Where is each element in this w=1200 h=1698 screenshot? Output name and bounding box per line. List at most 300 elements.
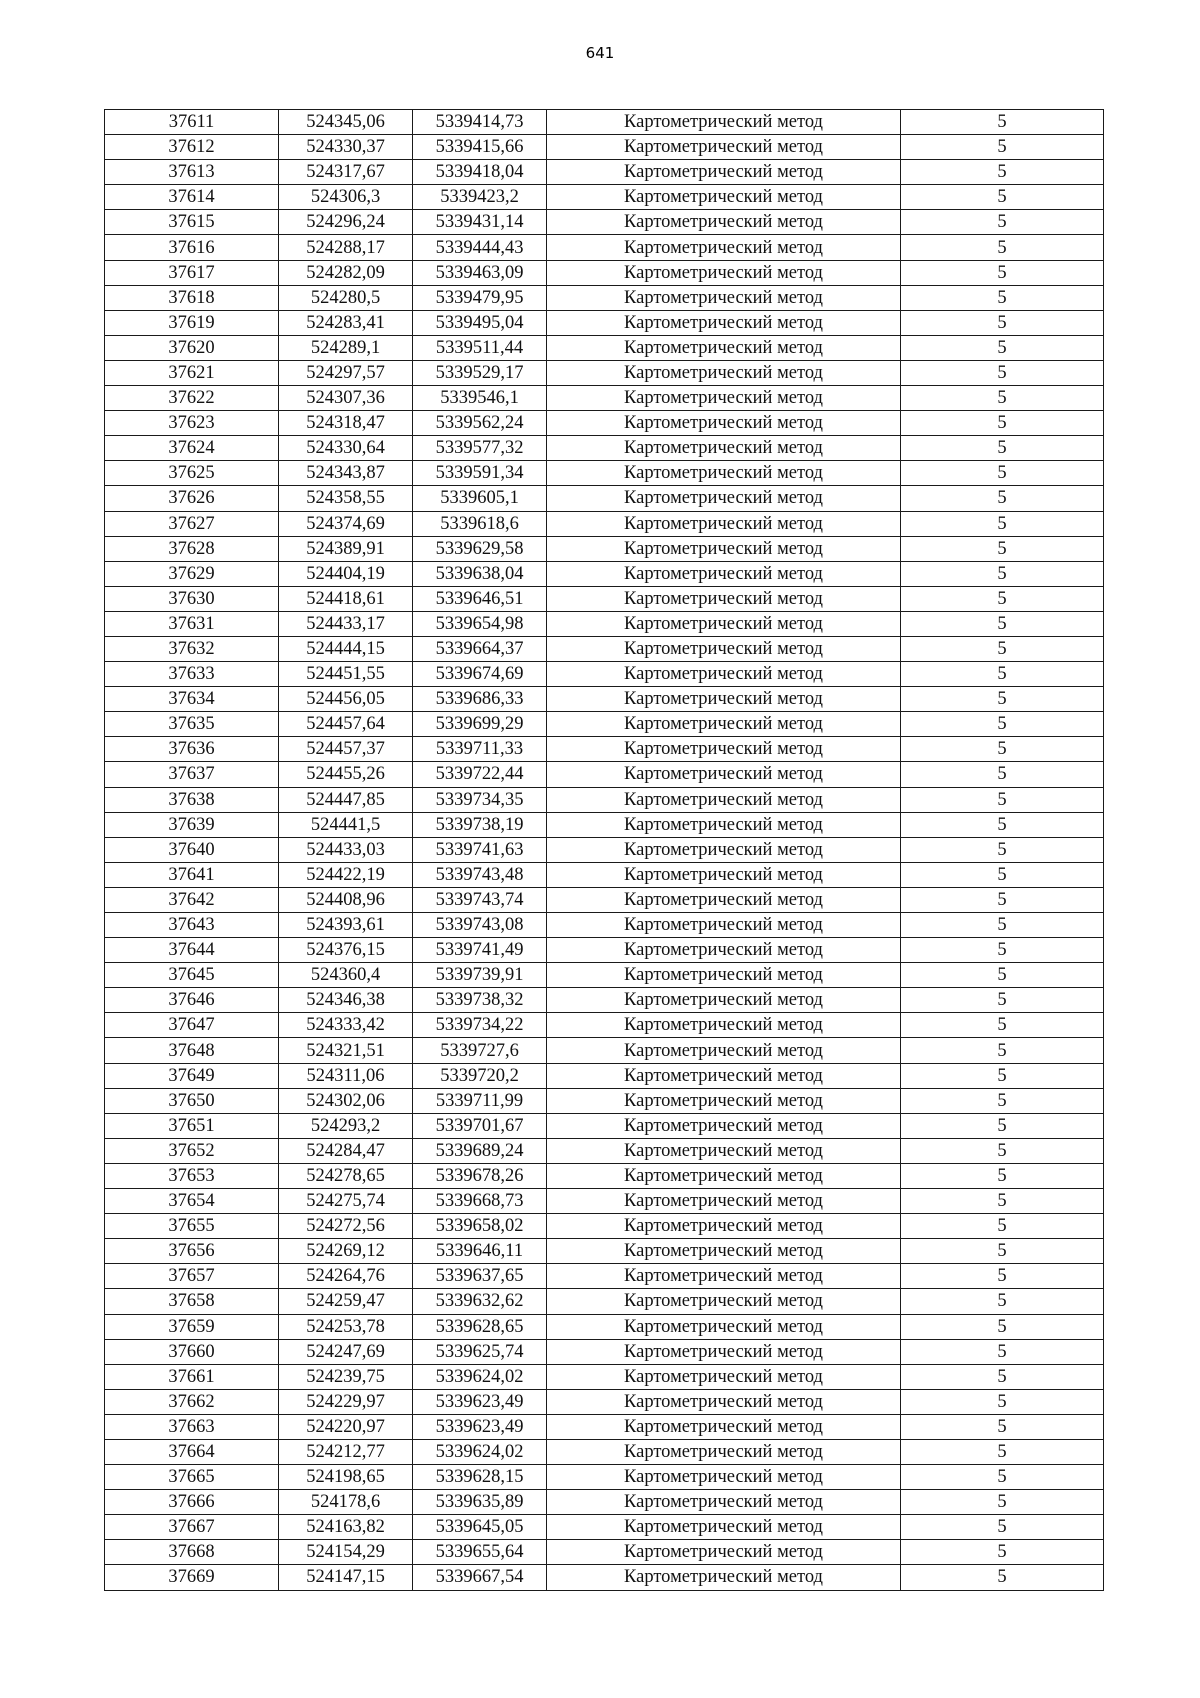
method-cell: Картометрический метод: [547, 1439, 901, 1464]
method-cell: Картометрический метод: [547, 963, 901, 988]
point-number-cell: 37634: [105, 687, 279, 712]
y-coordinate-cell: 5339668,73: [413, 1189, 547, 1214]
accuracy-cell: 5: [901, 1364, 1104, 1389]
accuracy-cell: 5: [901, 1239, 1104, 1264]
point-number-cell: 37627: [105, 511, 279, 536]
x-coordinate-cell: 524321,51: [279, 1038, 413, 1063]
x-coordinate-cell: 524418,61: [279, 586, 413, 611]
method-cell: Картометрический метод: [547, 1138, 901, 1163]
table-row: [105, 737, 1104, 762]
accuracy-cell: 5: [901, 511, 1104, 536]
x-coordinate-cell: 524393,61: [279, 913, 413, 938]
x-coordinate-cell: 524272,56: [279, 1214, 413, 1239]
y-coordinate-cell: 5339463,09: [413, 260, 547, 285]
method-cell: Картометрический метод: [547, 712, 901, 737]
point-number-cell: 37624: [105, 436, 279, 461]
y-coordinate-cell: 5339741,63: [413, 837, 547, 862]
method-cell: Картометрический метод: [547, 1540, 901, 1565]
method-cell: Картометрический метод: [547, 486, 901, 511]
y-coordinate-cell: 5339495,04: [413, 310, 547, 335]
accuracy-cell: 5: [901, 1414, 1104, 1439]
method-cell: Картометрический метод: [547, 135, 901, 160]
y-coordinate-cell: 5339546,1: [413, 386, 547, 411]
x-coordinate-cell: 524212,77: [279, 1439, 413, 1464]
x-coordinate-cell: 524306,3: [279, 185, 413, 210]
point-number-cell: 37625: [105, 461, 279, 486]
point-number-cell: 37658: [105, 1289, 279, 1314]
y-coordinate-cell: 5339632,62: [413, 1289, 547, 1314]
point-number-cell: 37652: [105, 1138, 279, 1163]
y-coordinate-cell: 5339674,69: [413, 662, 547, 687]
x-coordinate-cell: 524444,15: [279, 636, 413, 661]
table-row: [105, 461, 1104, 486]
accuracy-cell: 5: [901, 1289, 1104, 1314]
y-coordinate-cell: 5339645,05: [413, 1515, 547, 1540]
point-number-cell: 37660: [105, 1339, 279, 1364]
accuracy-cell: 5: [901, 1490, 1104, 1515]
accuracy-cell: 5: [901, 862, 1104, 887]
table-row: [105, 411, 1104, 436]
x-coordinate-cell: 524163,82: [279, 1515, 413, 1540]
table-row: [105, 611, 1104, 636]
table-row: [105, 1214, 1104, 1239]
method-cell: Картометрический метод: [547, 260, 901, 285]
accuracy-cell: 5: [901, 1013, 1104, 1038]
method-cell: Картометрический метод: [547, 662, 901, 687]
table-row: [105, 1138, 1104, 1163]
y-coordinate-cell: 5339701,67: [413, 1113, 547, 1138]
x-coordinate-cell: 524422,19: [279, 862, 413, 887]
y-coordinate-cell: 5339739,91: [413, 963, 547, 988]
y-coordinate-cell: 5339727,6: [413, 1038, 547, 1063]
method-cell: Картометрический метод: [547, 1239, 901, 1264]
y-coordinate-cell: 5339529,17: [413, 360, 547, 385]
y-coordinate-cell: 5339415,66: [413, 135, 547, 160]
method-cell: Картометрический метод: [547, 887, 901, 912]
method-cell: Картометрический метод: [547, 812, 901, 837]
table-row: [105, 1439, 1104, 1464]
method-cell: Картометрический метод: [547, 160, 901, 185]
method-cell: Картометрический метод: [547, 285, 901, 310]
table-row: [105, 1264, 1104, 1289]
point-number-cell: 37621: [105, 360, 279, 385]
coordinates-table-body: [105, 110, 1104, 1591]
y-coordinate-cell: 5339738,19: [413, 812, 547, 837]
y-coordinate-cell: 5339511,44: [413, 335, 547, 360]
accuracy-cell: 5: [901, 913, 1104, 938]
method-cell: Картометрический метод: [547, 636, 901, 661]
accuracy-cell: 5: [901, 1314, 1104, 1339]
y-coordinate-cell: 5339699,29: [413, 712, 547, 737]
accuracy-cell: 5: [901, 938, 1104, 963]
accuracy-cell: 5: [901, 185, 1104, 210]
x-coordinate-cell: 524441,5: [279, 812, 413, 837]
accuracy-cell: 5: [901, 260, 1104, 285]
y-coordinate-cell: 5339734,22: [413, 1013, 547, 1038]
x-coordinate-cell: 524247,69: [279, 1339, 413, 1364]
y-coordinate-cell: 5339655,64: [413, 1540, 547, 1565]
point-number-cell: 37648: [105, 1038, 279, 1063]
y-coordinate-cell: 5339738,32: [413, 988, 547, 1013]
table-row: [105, 1339, 1104, 1364]
accuracy-cell: 5: [901, 160, 1104, 185]
y-coordinate-cell: 5339624,02: [413, 1364, 547, 1389]
accuracy-cell: 5: [901, 611, 1104, 636]
accuracy-cell: 5: [901, 461, 1104, 486]
method-cell: Картометрический метод: [547, 335, 901, 360]
method-cell: Картометрический метод: [547, 1364, 901, 1389]
accuracy-cell: 5: [901, 1163, 1104, 1188]
method-cell: Картометрический метод: [547, 762, 901, 787]
point-number-cell: 37646: [105, 988, 279, 1013]
table-row: [105, 1465, 1104, 1490]
point-number-cell: 37656: [105, 1239, 279, 1264]
point-number-cell: 37612: [105, 135, 279, 160]
x-coordinate-cell: 524288,17: [279, 235, 413, 260]
table-row: [105, 436, 1104, 461]
y-coordinate-cell: 5339605,1: [413, 486, 547, 511]
y-coordinate-cell: 5339414,73: [413, 110, 547, 135]
method-cell: Картометрический метод: [547, 1515, 901, 1540]
y-coordinate-cell: 5339577,32: [413, 436, 547, 461]
table-row: [105, 360, 1104, 385]
x-coordinate-cell: 524318,47: [279, 411, 413, 436]
x-coordinate-cell: 524456,05: [279, 687, 413, 712]
accuracy-cell: 5: [901, 210, 1104, 235]
accuracy-cell: 5: [901, 536, 1104, 561]
x-coordinate-cell: 524280,5: [279, 285, 413, 310]
point-number-cell: 37617: [105, 260, 279, 285]
accuracy-cell: 5: [901, 285, 1104, 310]
point-number-cell: 37651: [105, 1113, 279, 1138]
table-row: [105, 862, 1104, 887]
x-coordinate-cell: 524457,37: [279, 737, 413, 762]
y-coordinate-cell: 5339562,24: [413, 411, 547, 436]
x-coordinate-cell: 524154,29: [279, 1540, 413, 1565]
method-cell: Картометрический метод: [547, 1414, 901, 1439]
table-row: [105, 210, 1104, 235]
y-coordinate-cell: 5339743,48: [413, 862, 547, 887]
table-row: [105, 1088, 1104, 1113]
table-row: [105, 1239, 1104, 1264]
x-coordinate-cell: 524178,6: [279, 1490, 413, 1515]
x-coordinate-cell: 524433,03: [279, 837, 413, 862]
accuracy-cell: 5: [901, 837, 1104, 862]
point-number-cell: 37657: [105, 1264, 279, 1289]
y-coordinate-cell: 5339743,74: [413, 887, 547, 912]
table-row: [105, 1414, 1104, 1439]
y-coordinate-cell: 5339646,11: [413, 1239, 547, 1264]
table-row: [105, 1540, 1104, 1565]
accuracy-cell: 5: [901, 1565, 1104, 1590]
y-coordinate-cell: 5339637,65: [413, 1264, 547, 1289]
method-cell: Картометрический метод: [547, 913, 901, 938]
accuracy-cell: 5: [901, 1540, 1104, 1565]
point-number-cell: 37611: [105, 110, 279, 135]
y-coordinate-cell: 5339618,6: [413, 511, 547, 536]
point-number-cell: 37662: [105, 1389, 279, 1414]
y-coordinate-cell: 5339635,89: [413, 1490, 547, 1515]
method-cell: Картометрический метод: [547, 536, 901, 561]
point-number-cell: 37631: [105, 611, 279, 636]
method-cell: Картометрический метод: [547, 1339, 901, 1364]
table-row: [105, 812, 1104, 837]
y-coordinate-cell: 5339623,49: [413, 1414, 547, 1439]
table-row: [105, 1163, 1104, 1188]
method-cell: Картометрический метод: [547, 1314, 901, 1339]
point-number-cell: 37645: [105, 963, 279, 988]
method-cell: Картометрический метод: [547, 1490, 901, 1515]
point-number-cell: 37616: [105, 235, 279, 260]
y-coordinate-cell: 5339625,74: [413, 1339, 547, 1364]
accuracy-cell: 5: [901, 335, 1104, 360]
point-number-cell: 37629: [105, 561, 279, 586]
x-coordinate-cell: 524302,06: [279, 1088, 413, 1113]
point-number-cell: 37642: [105, 887, 279, 912]
accuracy-cell: 5: [901, 1465, 1104, 1490]
table-row: [105, 837, 1104, 862]
accuracy-cell: 5: [901, 1088, 1104, 1113]
point-number-cell: 37649: [105, 1063, 279, 1088]
table-row: [105, 1063, 1104, 1088]
point-number-cell: 37628: [105, 536, 279, 561]
x-coordinate-cell: 524330,37: [279, 135, 413, 160]
y-coordinate-cell: 5339591,34: [413, 461, 547, 486]
x-coordinate-cell: 524455,26: [279, 762, 413, 787]
x-coordinate-cell: 524374,69: [279, 511, 413, 536]
point-number-cell: 37635: [105, 712, 279, 737]
y-coordinate-cell: 5339678,26: [413, 1163, 547, 1188]
method-cell: Картометрический метод: [547, 938, 901, 963]
method-cell: Картометрический метод: [547, 611, 901, 636]
x-coordinate-cell: 524278,65: [279, 1163, 413, 1188]
x-coordinate-cell: 524317,67: [279, 160, 413, 185]
table-row: [105, 712, 1104, 737]
point-number-cell: 37665: [105, 1465, 279, 1490]
table-row: [105, 1389, 1104, 1414]
table-row: [105, 1113, 1104, 1138]
x-coordinate-cell: 524289,1: [279, 335, 413, 360]
y-coordinate-cell: 5339431,14: [413, 210, 547, 235]
y-coordinate-cell: 5339734,35: [413, 787, 547, 812]
x-coordinate-cell: 524346,38: [279, 988, 413, 1013]
point-number-cell: 37639: [105, 812, 279, 837]
table-row: [105, 536, 1104, 561]
x-coordinate-cell: 524343,87: [279, 461, 413, 486]
method-cell: Картометрический метод: [547, 1389, 901, 1414]
point-number-cell: 37623: [105, 411, 279, 436]
method-cell: Картометрический метод: [547, 1063, 901, 1088]
table-row: [105, 662, 1104, 687]
y-coordinate-cell: 5339646,51: [413, 586, 547, 611]
x-coordinate-cell: 524360,4: [279, 963, 413, 988]
y-coordinate-cell: 5339629,58: [413, 536, 547, 561]
x-coordinate-cell: 524311,06: [279, 1063, 413, 1088]
x-coordinate-cell: 524408,96: [279, 887, 413, 912]
accuracy-cell: 5: [901, 1189, 1104, 1214]
point-number-cell: 37641: [105, 862, 279, 887]
method-cell: Картометрический метод: [547, 1214, 901, 1239]
method-cell: Картометрический метод: [547, 210, 901, 235]
x-coordinate-cell: 524376,15: [279, 938, 413, 963]
y-coordinate-cell: 5339689,24: [413, 1138, 547, 1163]
method-cell: Картометрический метод: [547, 360, 901, 385]
y-coordinate-cell: 5339664,37: [413, 636, 547, 661]
table-row: [105, 1289, 1104, 1314]
accuracy-cell: 5: [901, 963, 1104, 988]
point-number-cell: 37632: [105, 636, 279, 661]
x-coordinate-cell: 524198,65: [279, 1465, 413, 1490]
point-number-cell: 37644: [105, 938, 279, 963]
accuracy-cell: 5: [901, 1113, 1104, 1138]
accuracy-cell: 5: [901, 1515, 1104, 1540]
table-row: [105, 335, 1104, 360]
accuracy-cell: 5: [901, 1063, 1104, 1088]
x-coordinate-cell: 524447,85: [279, 787, 413, 812]
method-cell: Картометрический метод: [547, 1565, 901, 1590]
accuracy-cell: 5: [901, 310, 1104, 335]
table-row: [105, 988, 1104, 1013]
y-coordinate-cell: 5339743,08: [413, 913, 547, 938]
table-row: [105, 1364, 1104, 1389]
table-row: [105, 511, 1104, 536]
accuracy-cell: 5: [901, 486, 1104, 511]
x-coordinate-cell: 524269,12: [279, 1239, 413, 1264]
accuracy-cell: 5: [901, 586, 1104, 611]
method-cell: Картометрический метод: [547, 511, 901, 536]
x-coordinate-cell: 524253,78: [279, 1314, 413, 1339]
y-coordinate-cell: 5339711,99: [413, 1088, 547, 1113]
table-row: [105, 1189, 1104, 1214]
x-coordinate-cell: 524293,2: [279, 1113, 413, 1138]
table-row: [105, 1038, 1104, 1063]
point-number-cell: 37647: [105, 1013, 279, 1038]
method-cell: Картометрический метод: [547, 1163, 901, 1188]
point-number-cell: 37650: [105, 1088, 279, 1113]
table-row: [105, 938, 1104, 963]
table-row: [105, 310, 1104, 335]
y-coordinate-cell: 5339667,54: [413, 1565, 547, 1590]
table-row: [105, 687, 1104, 712]
table-row: [105, 913, 1104, 938]
table-row: [105, 787, 1104, 812]
accuracy-cell: 5: [901, 1389, 1104, 1414]
method-cell: Картометрический метод: [547, 1113, 901, 1138]
method-cell: Картометрический метод: [547, 461, 901, 486]
table-row: [105, 762, 1104, 787]
point-number-cell: 37636: [105, 737, 279, 762]
method-cell: Картометрический метод: [547, 185, 901, 210]
x-coordinate-cell: 524333,42: [279, 1013, 413, 1038]
table-row: [105, 160, 1104, 185]
accuracy-cell: 5: [901, 887, 1104, 912]
accuracy-cell: 5: [901, 687, 1104, 712]
accuracy-cell: 5: [901, 712, 1104, 737]
table-row: [105, 561, 1104, 586]
method-cell: Картометрический метод: [547, 1038, 901, 1063]
point-number-cell: 37661: [105, 1364, 279, 1389]
method-cell: Картометрический метод: [547, 235, 901, 260]
x-coordinate-cell: 524389,91: [279, 536, 413, 561]
x-coordinate-cell: 524229,97: [279, 1389, 413, 1414]
method-cell: Картометрический метод: [547, 1189, 901, 1214]
method-cell: Картометрический метод: [547, 586, 901, 611]
x-coordinate-cell: 524451,55: [279, 662, 413, 687]
x-coordinate-cell: 524284,47: [279, 1138, 413, 1163]
point-number-cell: 37633: [105, 662, 279, 687]
x-coordinate-cell: 524259,47: [279, 1289, 413, 1314]
y-coordinate-cell: 5339741,49: [413, 938, 547, 963]
table-row: [105, 636, 1104, 661]
table-row: [105, 110, 1104, 135]
method-cell: Картометрический метод: [547, 1289, 901, 1314]
method-cell: Картометрический метод: [547, 436, 901, 461]
accuracy-cell: 5: [901, 1264, 1104, 1289]
accuracy-cell: 5: [901, 762, 1104, 787]
point-number-cell: 37615: [105, 210, 279, 235]
table-row: [105, 135, 1104, 160]
y-coordinate-cell: 5339628,15: [413, 1465, 547, 1490]
method-cell: Картометрический метод: [547, 1088, 901, 1113]
point-number-cell: 37659: [105, 1314, 279, 1339]
y-coordinate-cell: 5339720,2: [413, 1063, 547, 1088]
method-cell: Картометрический метод: [547, 837, 901, 862]
accuracy-cell: 5: [901, 1138, 1104, 1163]
method-cell: Картометрический метод: [547, 988, 901, 1013]
accuracy-cell: 5: [901, 812, 1104, 837]
x-coordinate-cell: 524283,41: [279, 310, 413, 335]
table-row: [105, 1490, 1104, 1515]
method-cell: Картометрический метод: [547, 1013, 901, 1038]
x-coordinate-cell: 524220,97: [279, 1414, 413, 1439]
x-coordinate-cell: 524275,74: [279, 1189, 413, 1214]
accuracy-cell: 5: [901, 235, 1104, 260]
method-cell: Картометрический метод: [547, 386, 901, 411]
method-cell: Картометрический метод: [547, 737, 901, 762]
table-row: [105, 185, 1104, 210]
accuracy-cell: 5: [901, 360, 1104, 385]
x-coordinate-cell: 524239,75: [279, 1364, 413, 1389]
table-row: [105, 260, 1104, 285]
method-cell: Картометрический метод: [547, 561, 901, 586]
point-number-cell: 37619: [105, 310, 279, 335]
x-coordinate-cell: 524282,09: [279, 260, 413, 285]
accuracy-cell: 5: [901, 411, 1104, 436]
accuracy-cell: 5: [901, 988, 1104, 1013]
accuracy-cell: 5: [901, 135, 1104, 160]
point-number-cell: 37618: [105, 285, 279, 310]
accuracy-cell: 5: [901, 787, 1104, 812]
point-number-cell: 37620: [105, 335, 279, 360]
x-coordinate-cell: 524307,36: [279, 386, 413, 411]
table-row: [105, 1013, 1104, 1038]
table-row: [105, 285, 1104, 310]
y-coordinate-cell: 5339628,65: [413, 1314, 547, 1339]
accuracy-cell: 5: [901, 436, 1104, 461]
point-number-cell: 37655: [105, 1214, 279, 1239]
method-cell: Картометрический метод: [547, 110, 901, 135]
x-coordinate-cell: 524330,64: [279, 436, 413, 461]
table-row: [105, 1314, 1104, 1339]
page-number: 641: [585, 44, 615, 62]
x-coordinate-cell: 524404,19: [279, 561, 413, 586]
table-row: [105, 386, 1104, 411]
table-row: [105, 1515, 1104, 1540]
y-coordinate-cell: 5339638,04: [413, 561, 547, 586]
y-coordinate-cell: 5339722,44: [413, 762, 547, 787]
method-cell: Картометрический метод: [547, 1465, 901, 1490]
method-cell: Картометрический метод: [547, 862, 901, 887]
